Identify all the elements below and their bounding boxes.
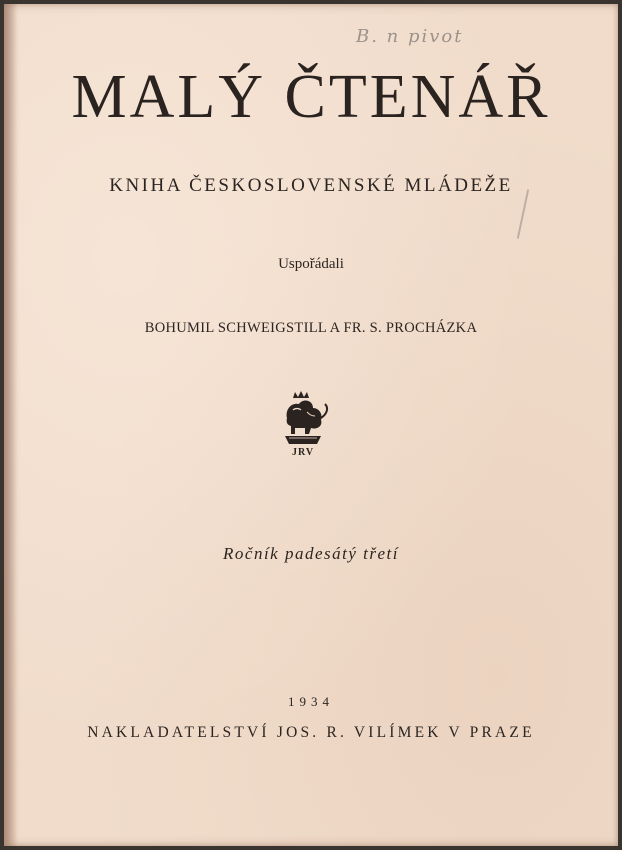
authors: BOHUMIL SCHWEIGSTILL A FR. S. PROCHÁZKA <box>144 320 478 336</box>
volume-label: Ročník padesátý třetí <box>223 544 399 563</box>
book-title: MALÝ ČTENÁŘ <box>71 63 551 131</box>
arranged-by-label: Uspořádali <box>278 256 344 272</box>
book-subtitle: KNIHA ČESKOSLOVENSKÉ MLÁDEŽE <box>109 175 513 196</box>
publisher: NAKLADATELSTVÍ JOS. R. VILÍMEK V PRAZE <box>87 724 535 741</box>
handwritten-note: B. n pivot <box>356 26 464 47</box>
title-page <box>4 4 618 846</box>
emblem-monogram: JRV <box>291 447 315 458</box>
publication-year: 1934 <box>288 694 334 709</box>
